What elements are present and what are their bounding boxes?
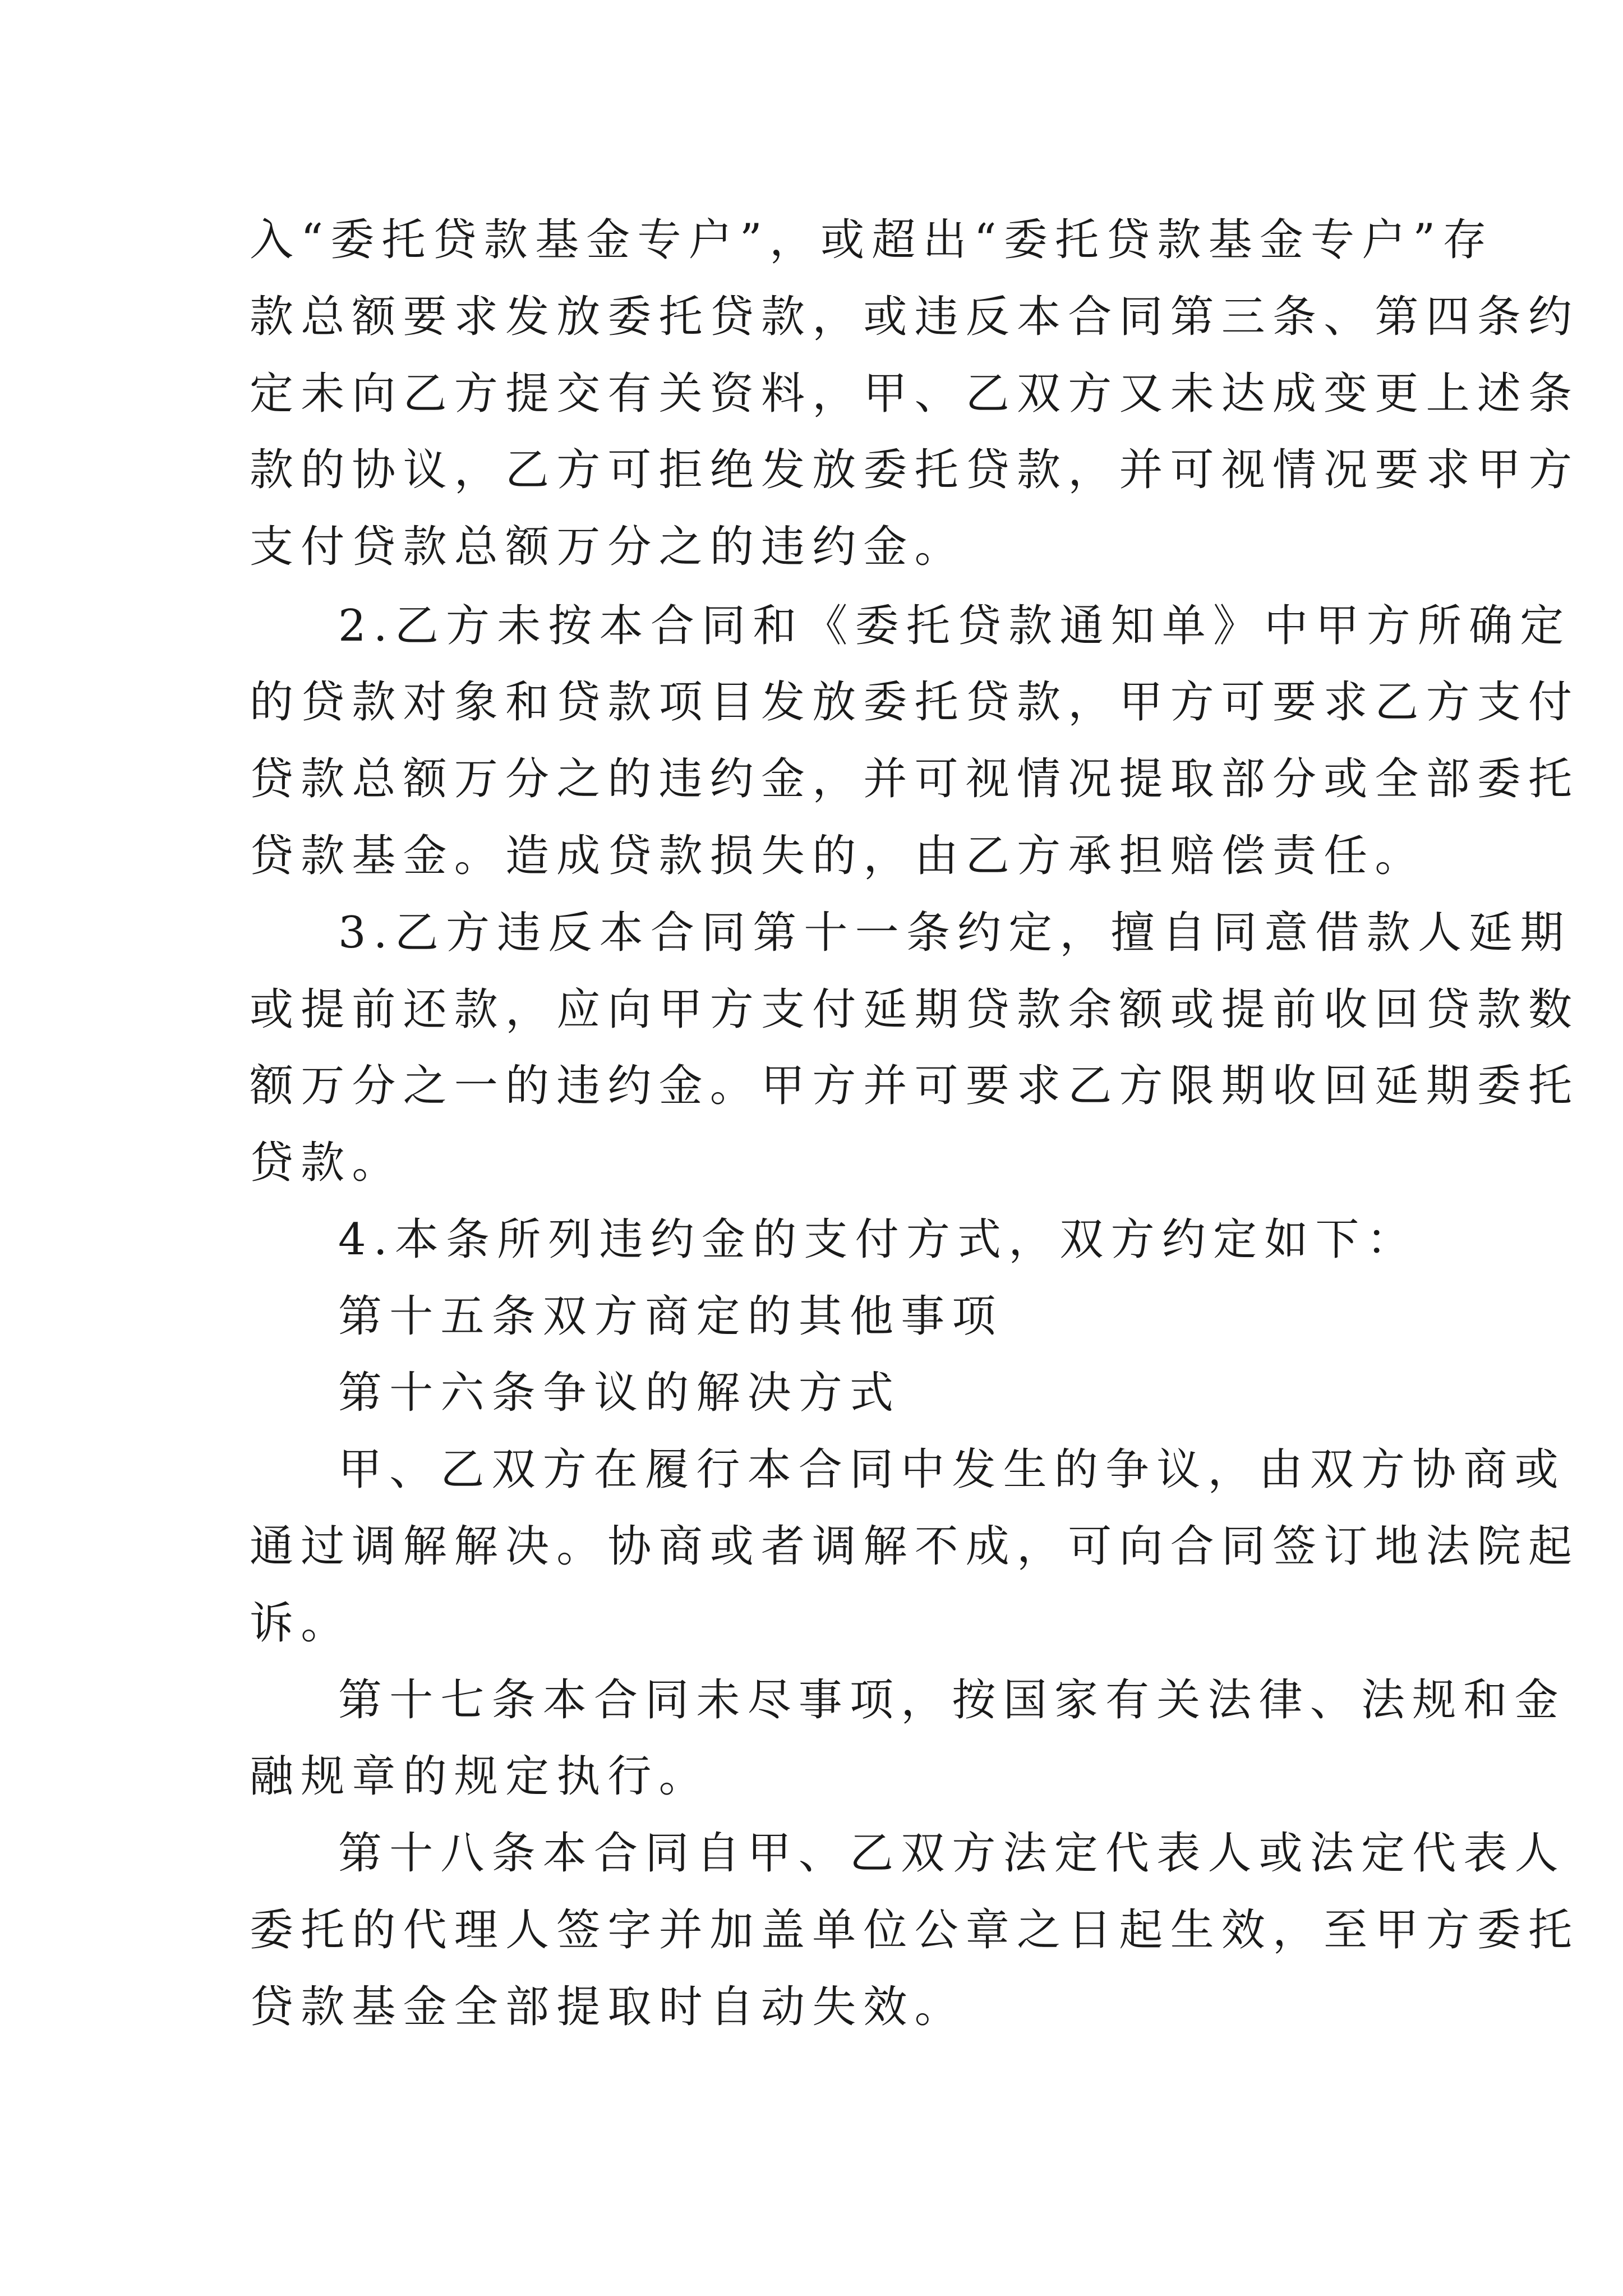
text-line: 4.本条所列违约金的支付方式，双方约定如下：: [338, 1214, 1418, 1265]
text-line: 款总额要求发放委托贷款，或违反本合同第三条、第四条约: [250, 292, 1580, 342]
text-line: 入“委托贷款基金专户”，或超出“委托贷款基金专户”存: [250, 215, 1494, 265]
text-line: 甲、乙双方在履行本合同中发生的争议，由双方协商或: [338, 1444, 1566, 1495]
text-line: 额万分之一的违约金。甲方并可要求乙方限期收回延期委托: [250, 1061, 1580, 1111]
text-line: 定未向乙方提交有关资料，甲、乙双方又未达成变更上述条: [250, 369, 1580, 419]
text-line: 2.乙方未按本合同和《委托贷款通知单》中甲方所确定: [338, 601, 1571, 651]
text-line: 融规章的规定执行。: [250, 1751, 710, 1802]
text-line: 贷款基金全部提取时自动失效。: [250, 1982, 966, 2032]
text-line: 款的协议，乙方可拒绝发放委托贷款，并可视情况要求甲方: [250, 445, 1580, 495]
text-line: 支付贷款总额万分之的违约金。: [250, 522, 966, 572]
text-line: 第十八条本合同自甲、乙双方法定代表人或法定代表人: [338, 1828, 1566, 1879]
text-line: 的贷款对象和贷款项目发放委托贷款，甲方可要求乙方支付: [250, 677, 1580, 728]
text-line: 委托的代理人签字并加盖单位公章之日起生效，至甲方委托: [250, 1905, 1580, 1955]
text-line: 或提前还款，应向甲方支付延期贷款余额或提前收回贷款数: [250, 984, 1580, 1035]
text-line: 贷款基金。造成贷款损失的，由乙方承担赔偿责任。: [250, 831, 1426, 881]
text-line: 第十六条争议的解决方式: [338, 1368, 901, 1418]
text-line: 3.乙方违反本合同第十一条约定，擅自同意借款人延期: [338, 908, 1571, 958]
text-line: 通过调解解决。协商或者调解不成，可向合同签订地法院起: [250, 1521, 1580, 1572]
text-line: 第十五条双方商定的其他事项: [338, 1291, 1003, 1342]
text-line: 贷款总额万分之的违约金，并可视情况提取部分或全部委托: [250, 754, 1580, 804]
text-line: 第十七条本合同未尽事项，按国家有关法律、法规和金: [338, 1675, 1566, 1726]
text-line: 诉。: [250, 1598, 352, 1649]
text-line: 贷款。: [250, 1138, 403, 1188]
